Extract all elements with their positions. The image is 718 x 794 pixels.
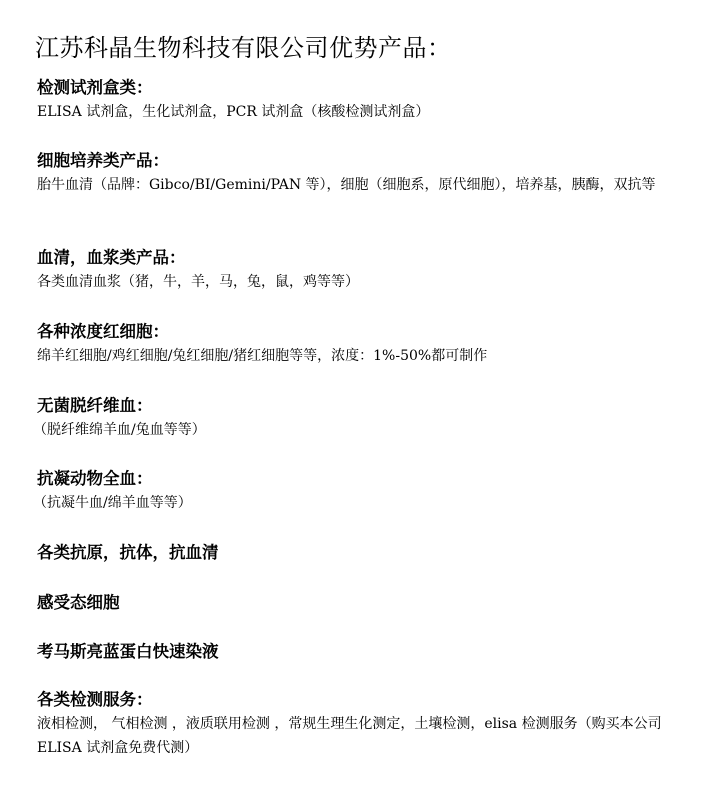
section-body: 各类血清血浆（猪，牛，羊，马，兔，鼠，鸡等等） <box>37 274 359 290</box>
section-red-blood-cells <box>37 320 697 368</box>
section-coomassie-stain <box>37 640 697 664</box>
section-serum-plasma <box>37 246 697 294</box>
section-body: 液相检测， 气相检测 ，液质联用检测 ，常规生理生化测定，土壤检测，elisa 检测服务（购买本公司 ELISA 试剂盒免费代测） <box>37 716 662 756</box>
section-heading: 细胞培养类产品： <box>37 151 169 170</box>
section-heading: 考马斯亮蓝蛋白快速染液 <box>37 642 219 661</box>
section-body: ELISA 试剂盒，生化试剂盒，PCR 试剂盒（核酸检测试剂盒） <box>37 104 430 120</box>
section-competent-cells <box>37 591 697 615</box>
section-heading: 各种浓度红细胞： <box>37 322 169 341</box>
section-heading: 感受态细胞 <box>37 593 120 612</box>
section-testing-services <box>37 688 697 760</box>
section-defibrinated-blood <box>33 394 697 442</box>
section-body: 绵羊红细胞/鸡红细胞/兔红细胞/猪红细胞等等，浓度：1%-50%都可制作 <box>37 348 488 364</box>
section-cell-culture <box>37 149 697 197</box>
section-heading: 检测试剂盒类： <box>37 78 153 97</box>
section-detection-kits <box>37 76 697 124</box>
section-body: （抗凝牛血/绵羊血等等） <box>33 495 192 511</box>
section-heading: 各类抗原，抗体，抗血清 <box>37 543 219 562</box>
section-heading: 无菌脱纤维血： <box>37 396 153 415</box>
section-body: 胎牛血清（品牌：Gibco/BI/Gemini/PAN 等），细胞（细胞系，原代细胞），培养基，胰酶，双抗等 <box>37 177 656 193</box>
section-heading: 血清，血浆类产品： <box>37 248 186 267</box>
page-title: 江苏科晶生物科技有限公司优势产品： <box>35 34 452 62</box>
section-anticoagulated-blood <box>33 467 697 515</box>
section-heading: 各类检测服务： <box>37 690 153 709</box>
section-heading: 抗凝动物全血： <box>37 469 153 488</box>
section-body: （脱纤维绵羊血/兔血等等） <box>33 422 206 438</box>
section-antigens-antibodies <box>37 541 697 565</box>
